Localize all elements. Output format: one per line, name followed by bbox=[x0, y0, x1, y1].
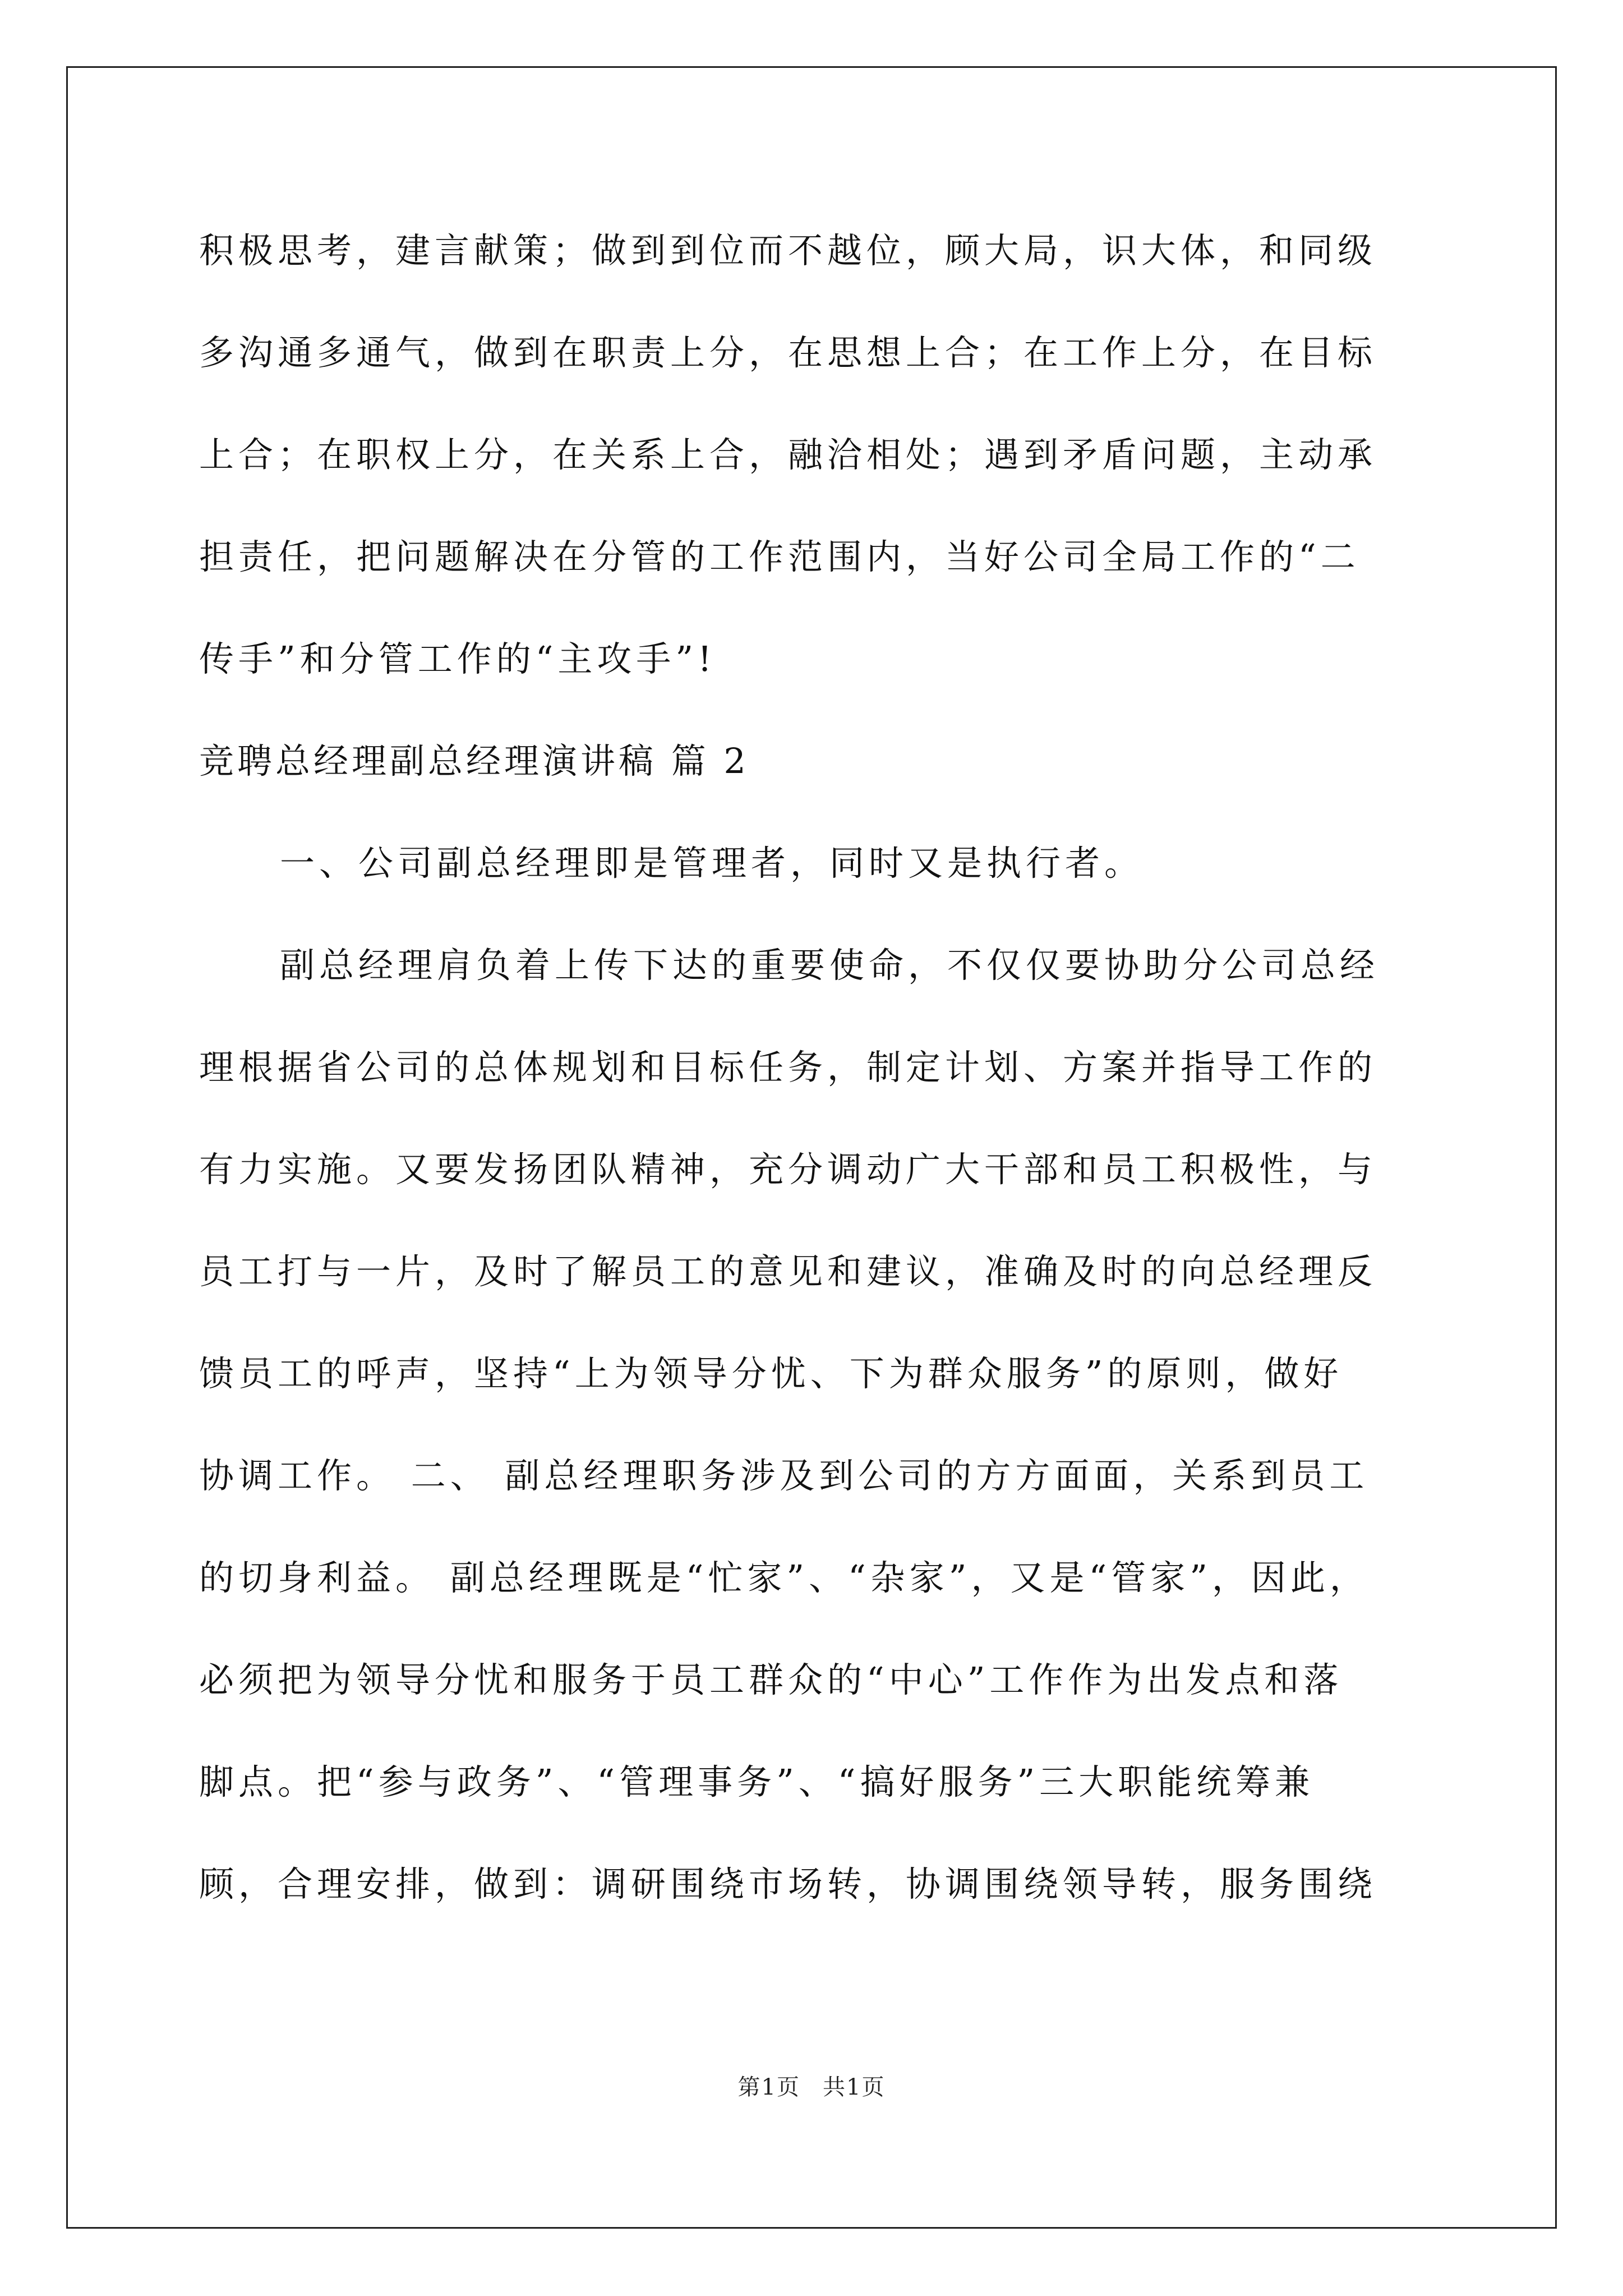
paragraph-line: 担责任，把问题解决在分管的工作范围内，当好公司全局工作的“二 bbox=[199, 536, 1360, 577]
page-footer bbox=[0, 2073, 1623, 2101]
paragraph-line: 必须把为领导分忧和服务于员工群众的“中心”工作作为出发点和落 bbox=[199, 1659, 1343, 1700]
paragraph-line: 协调工作。 二、 副总经理职务涉及到公司的方方面面，关系到员工 bbox=[199, 1455, 1369, 1496]
paragraph-line: 上合；在职权上分，在关系上合，融洽相处；遇到矛盾问题，主动承 bbox=[199, 434, 1377, 475]
paragraph-line: 传手”和分管工作的“主攻手”! bbox=[199, 638, 717, 679]
paragraph-line: 积极思考，建言献策；做到到位而不越位，顾大局，识大体，和同级 bbox=[199, 230, 1377, 271]
page-number: 第1页 bbox=[737, 2074, 800, 2100]
page-total: 共1页 bbox=[823, 2074, 886, 2100]
paragraph-line: 员工打与一片，及时了解员工的意见和建议，准确及时的向总经理反 bbox=[199, 1251, 1377, 1292]
document-body bbox=[199, 200, 1424, 1935]
paragraph-line: 有力实施。又要发扬团队精神，充分调动广大干部和员工积极性，与 bbox=[199, 1149, 1377, 1190]
section-heading: 竞聘总经理副总经理演讲稿 篇 2 bbox=[199, 740, 749, 781]
paragraph-line: 顾，合理安排，做到：调研围绕市场转，协调围绕领导转，服务围绕 bbox=[199, 1864, 1377, 1904]
paragraph-line: 馈员工的呼声，坚持“上为领导分忧、下为群众服务”的原则，做好 bbox=[199, 1353, 1343, 1394]
paragraph-line: 一、公司副总经理即是管理者，同时又是执行者。 bbox=[280, 843, 1144, 884]
paragraph-line: 副总经理肩负着上传下达的重要使命，不仅仅要协助分公司总经 bbox=[280, 945, 1380, 986]
paragraph-line: 的切身利益。 副总经理既是“忙家”、“杂家”，又是“管家”，因此， bbox=[199, 1557, 1369, 1598]
paragraph-line: 理根据省公司的总体规划和目标任务，制定计划、方案并指导工作的 bbox=[199, 1047, 1377, 1088]
paragraph-line: 多沟通多通气，做到在职责上分，在思想上合；在工作上分，在目标 bbox=[199, 332, 1377, 373]
paragraph-line: 脚点。把“参与政务”、“管理事务”、“搞好服务”三大职能统筹兼 bbox=[199, 1761, 1315, 1802]
